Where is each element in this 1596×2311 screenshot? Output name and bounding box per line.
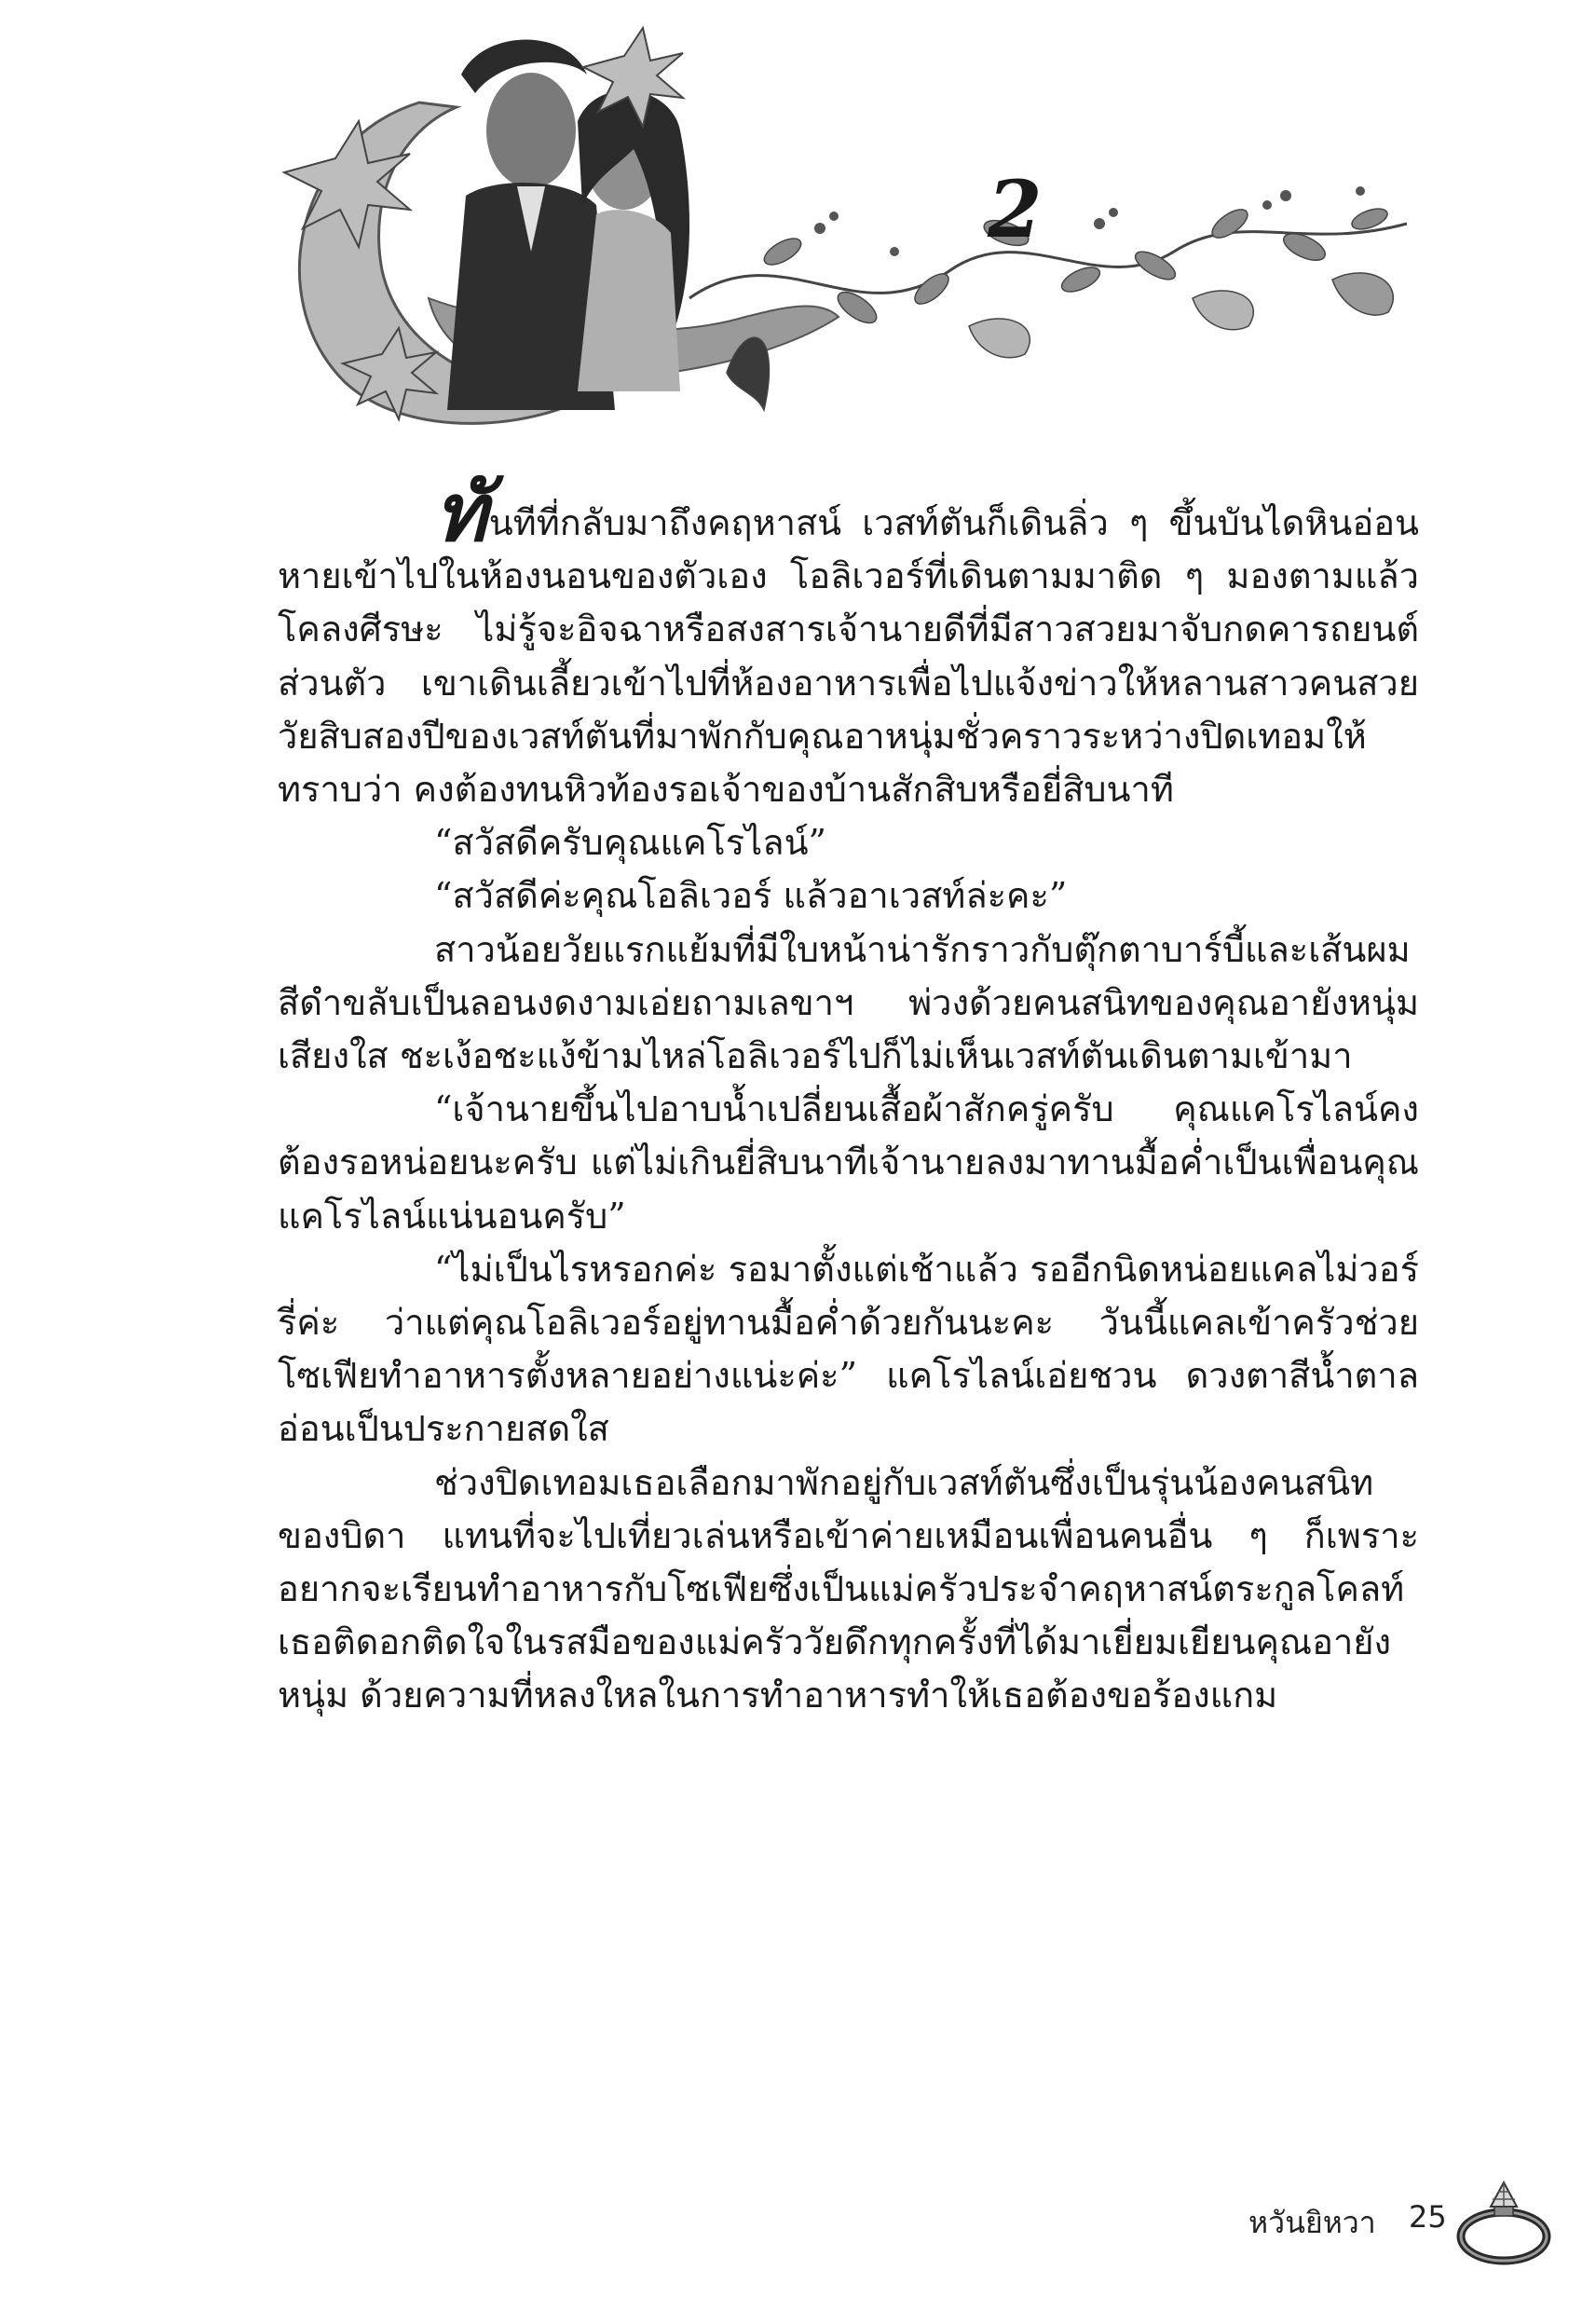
drop-cap: ทั (434, 466, 487, 560)
paragraph: “เจ้านายขึ้นไปอาบน้ำเปลี่ยนเสื้อผ้าสักครู่ครับ คุณแคโรไลน์คงต้องรอหน่อยนะครับ แต่ไม่เกินยี่สิบนาทีเจ้านายลงมาทานมื้อค่ำเป็นเพื่อนคุณแคโรไลน์แน่นอนครับ” (278, 1088, 1419, 1237)
paragraph: สาวน้อยวัยแรกแย้มที่มีใบหน้าน่ารักราวกับตุ๊กตาบาร์บี้และเส้นผมสีดำขลับเป็นลอนงดงามเอ่ยถามเลขาฯ พ่วงด้วยคนสนิทของคุณอายังหนุ่มเสียงใส ชะเง้อชะแง้ข้ามไหล่โอลิเวอร์ไปก็ไม่เห็นเวสท์ตันเดินตามเข้ามา (278, 928, 1419, 1077)
paragraph (278, 466, 1419, 816)
paragraph: “ไม่เป็นไรหรอกค่ะ รอมาตั้งแต่เช้าแล้ว รออีกนิดหน่อยแคลไม่วอร์รี่ค่ะ ว่าแต่คุณโอลิเวอร์อยู่ทานมื้อค่ำด้วยกันนะคะ วันนี้แคลเข้าครัวช่วยโซเฟียทำอาหารตั้งหลายอย่างแน่ะค่ะ” แคโรไลน์เอ่ยชวน ดวงตาสีน้ำตาลอ่อนเป็นประกายสดใส (278, 1248, 1419, 1450)
paragraph: “สวัสดีค่ะคุณโอลิเวอร์ แล้วอาเวสท์ล่ะคะ” (434, 875, 1068, 917)
paragraph: ช่วงปิดเทอมเธอเลือกมาพักอยู่กับเวสท์ตันซึ่งเป็นรุ่นน้องคนสนิทของบิดา แทนที่จะไปเที่ยวเล่นหรือเข้าค่ายเหมือนเพื่อนคนอื่น ๆ ก็เพราะอยากจะเรียนทำอาหารกับโซเฟียซึ่งเป็นแม่ครัวประจำคฤหาสน์ตระกูลโคลท์เธอติดอกติดใจในรสมือของแม่ครัววัยดึกทุกครั้งที่ได้มาเยี่ยมเยียนคุณอายังหนุ่ม ด้วยความที่หลงใหลในการทำอาหารทำให้เธอต้องขอร้องแกม (278, 1461, 1419, 1716)
footer-author: หวันยิหวา (1248, 2205, 1376, 2240)
page-footer (1248, 2171, 1565, 2274)
ring-icon (1455, 2171, 1558, 2269)
page-number: 25 (1409, 2199, 1447, 2235)
chapter-body (278, 466, 1419, 1723)
paragraph: “สวัสดีครับคุณแคโรไลน์” (434, 822, 826, 864)
paragraph-text: นทีที่กลับมาถึงคฤหาสน์ เวสท์ตันก็เดินลิ่ว ๆ ขึ้นบันไดหินอ่อนหายเข้าไปในห้องนอนของตัวเอง โอลิเวอร์ที่เดินตามมาติด ๆ มองตามแล้วโคลงศีรษะ ไม่รู้จะอิจฉาหรือสงสารเจ้านายดีที่มีสาวสวยมาจับกดคารถยนต์ส่วนตัว เขาเดินเลี้ยวเข้าไปที่ห้องอาหารเพื่อไปแจ้งข่าวให้หลานสาวคนสวยวัยสิบสองปีของเวสท์ตันที่มาพักกับคุณอาหนุ่มชั่วคราวระหว่างปิดเทอมให้ทราบว่า คงต้องทนหิวท้องรอเจ้าของบ้านสักสิบหรือยี่สิบนาที (278, 502, 1419, 811)
chapter-header-illustration (261, 19, 1435, 466)
chapter-number: 2 (988, 163, 1043, 255)
vine-berries (814, 186, 1365, 256)
vine-leaves (727, 204, 1393, 410)
